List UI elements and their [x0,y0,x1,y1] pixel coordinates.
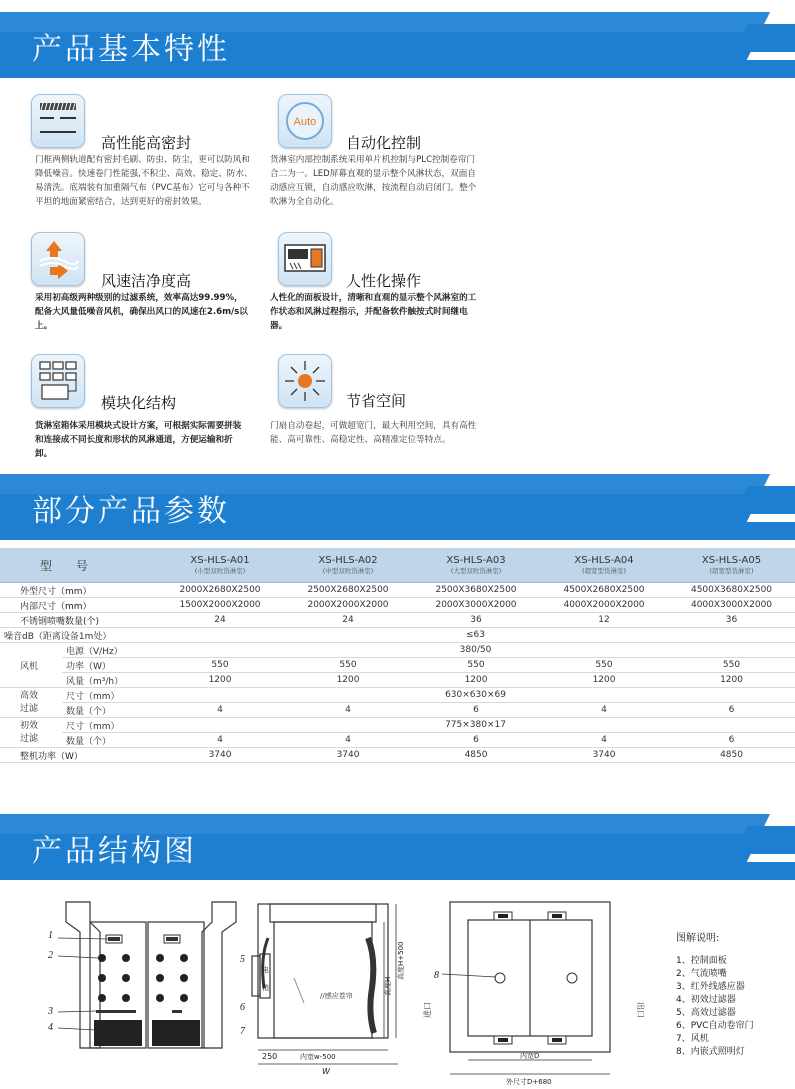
entry-right-label: 出口 [636,1002,645,1018]
legend-item: 6、PVC自动卷帘门 [676,1021,754,1031]
feature-text-modular: 货淋室箱体采用模块式设计方案，可根据实际需要拼装和连接成不同长度和形状的风淋通道，方便运输和折卸。 [35,421,242,459]
curtain-label: //感应卷帘 [320,992,353,1000]
callout-3: 3 [48,1006,53,1017]
callout-4: 4 [48,1022,53,1033]
legend-item: 1、控制面板 [676,956,727,966]
top-view-diagram [420,898,660,1088]
table-row: 数量（个） 4 4 6 4 6 [0,733,795,748]
legend-title: 图解说明: [676,933,720,944]
auto-icon-label: Auto [293,116,317,128]
panel-label: 电 [262,966,269,974]
dim-h500: 高度H+500 [397,941,405,980]
space-saving-icon [278,354,332,408]
legend-item: 4、初效过滤器 [676,995,736,1005]
table-row: 不锈钢喷嘴数量(个) 24 24 36 12 36 [0,613,795,628]
params-banner [0,474,795,540]
diagram-legend [676,932,754,1059]
side-view-diagram [238,898,416,1088]
params-title: 部分产品参数 [32,494,230,529]
legend-item: 5、高效过滤器 [676,1008,736,1018]
feature-text-auto: 货淋室内部控制系统采用单片机控制与PLC控制卷帘门合二为一。LED屏幕直观的显示整个风淋状态，双面自动感应互锁，自动感应吹淋，按流程自动启闭门。整个吹淋为全自动化。 [270,155,477,207]
callout-7: 7 [240,1026,245,1037]
callout-8: 8 [434,970,439,981]
model-col-1: XS-HLS-A01 (小型双吹货淋室) [156,548,284,583]
dim-w-bottom: W [322,1067,330,1076]
dim-h: 高度H [384,976,392,996]
feature-title-auto: 自动化控制 [346,134,422,152]
control-panel-icon [278,232,332,286]
callout-1: 1 [48,930,53,941]
modular-structure-icon [31,354,85,408]
table-row: 外型尺寸（mm） 2000X2680X2500 2500X2680X2500 2500X3680X2500 4500X2680X2500 4500X3680X2500 [0,583,795,598]
header-model-label: 型 号 [0,548,156,583]
table-row: 风机 电源（V/Hz） 380/50 [0,643,795,658]
feature-title-modular: 模块化结构 [101,394,177,412]
structure-title: 产品结构图 [32,834,197,869]
front-view-diagram [44,898,244,1058]
legend-item: 3、红外线感应器 [676,982,745,992]
callout-2: 2 [48,950,53,961]
legend-item: 2、气流喷嘴 [676,969,727,979]
table-row: 高效 过滤 尺寸（mm） 630×630×69 [0,688,795,703]
entry-left-label: 进口 [423,1002,432,1018]
callout-6: 6 [240,1002,245,1013]
features-title: 产品基本特性 [32,32,230,67]
dim-d: 内宽D [520,1052,540,1060]
params-table [0,548,795,763]
svg-text:箱: 箱 [262,984,269,992]
table-row: 功率（W） 550 550 550 550 550 [0,658,795,673]
feature-title-operation: 人性化操作 [346,272,422,290]
legend-item: 8、内嵌式照明灯 [676,1047,745,1057]
seal-strip-icon [31,94,85,148]
dim-250: 250 [262,1052,278,1061]
structure-banner [0,814,795,880]
model-col-4: XS-HLS-A04 (超宽型货淋室) [540,548,668,583]
auto-icon [278,94,332,148]
feature-text-airflow: 采用初高级两种级别的过滤系统，效率高达99.99%，配备大风量低噪音风机，确保出风口的风速在2.6m/s以上。 [35,293,248,331]
feature-title-airflow: 风速洁净度高 [101,272,192,290]
callout-5: 5 [240,954,245,965]
feature-text-space: 门扇自动卷起，可做超宽门，最大利用空间，具有高性能、高可靠性、高稳定性、高精准定位等特点。 [270,421,477,445]
feature-title-seal: 高性能高密封 [101,134,192,152]
dim-d680: 外尺寸D+680 [506,1078,552,1086]
table-row: 初效 过滤 尺寸（mm） 775×380×17 [0,718,795,733]
table-header-row [0,548,795,583]
table-row: 整机功率（W） 3740 3740 4850 3740 4850 [0,748,795,763]
feature-text-operation: 人性化的面板设计，清晰和直观的显示整个风淋室的工作状态和风淋过程指示，并配备软件触按式时间继电器。 [270,293,477,331]
legend-item: 7、风机 [676,1034,709,1044]
feature-title-space: 节省空间 [346,392,407,410]
model-col-5: XS-HLS-A05 (超宽型货淋室) [668,548,795,583]
table-row: 风量（m³/h） 1200 1200 1200 1200 1200 [0,673,795,688]
features-banner [0,12,795,78]
table-row: 噪音dB（距离设备1m处） ≤63 [0,628,795,643]
model-col-3: XS-HLS-A03 (大型双吹货淋室) [412,548,540,583]
table-row: 内部尺寸（mm） 1500X2000X2000 2000X2000X2000 2000X3000X2000 4000X2000X2000 4000X3000X2000 [0,598,795,613]
feature-text-seal: 门框两侧轨道配有密封毛刷、防虫、防尘，更可以防风和降低噪音。快速卷门性能强,不积尘、高效、稳定、防水、易清洗。底端装有加重隔气布（PVC基布）它可与各种不平坦的地面紧密结合，达到更好的密封效果。 [35,155,253,207]
model-col-2: XS-HLS-A02 (中型双吹货淋室) [284,548,412,583]
dim-w: 内宽w-500 [300,1053,336,1061]
table-row: 数量（个） 4 4 6 4 6 [0,703,795,718]
airflow-icon [31,232,85,286]
